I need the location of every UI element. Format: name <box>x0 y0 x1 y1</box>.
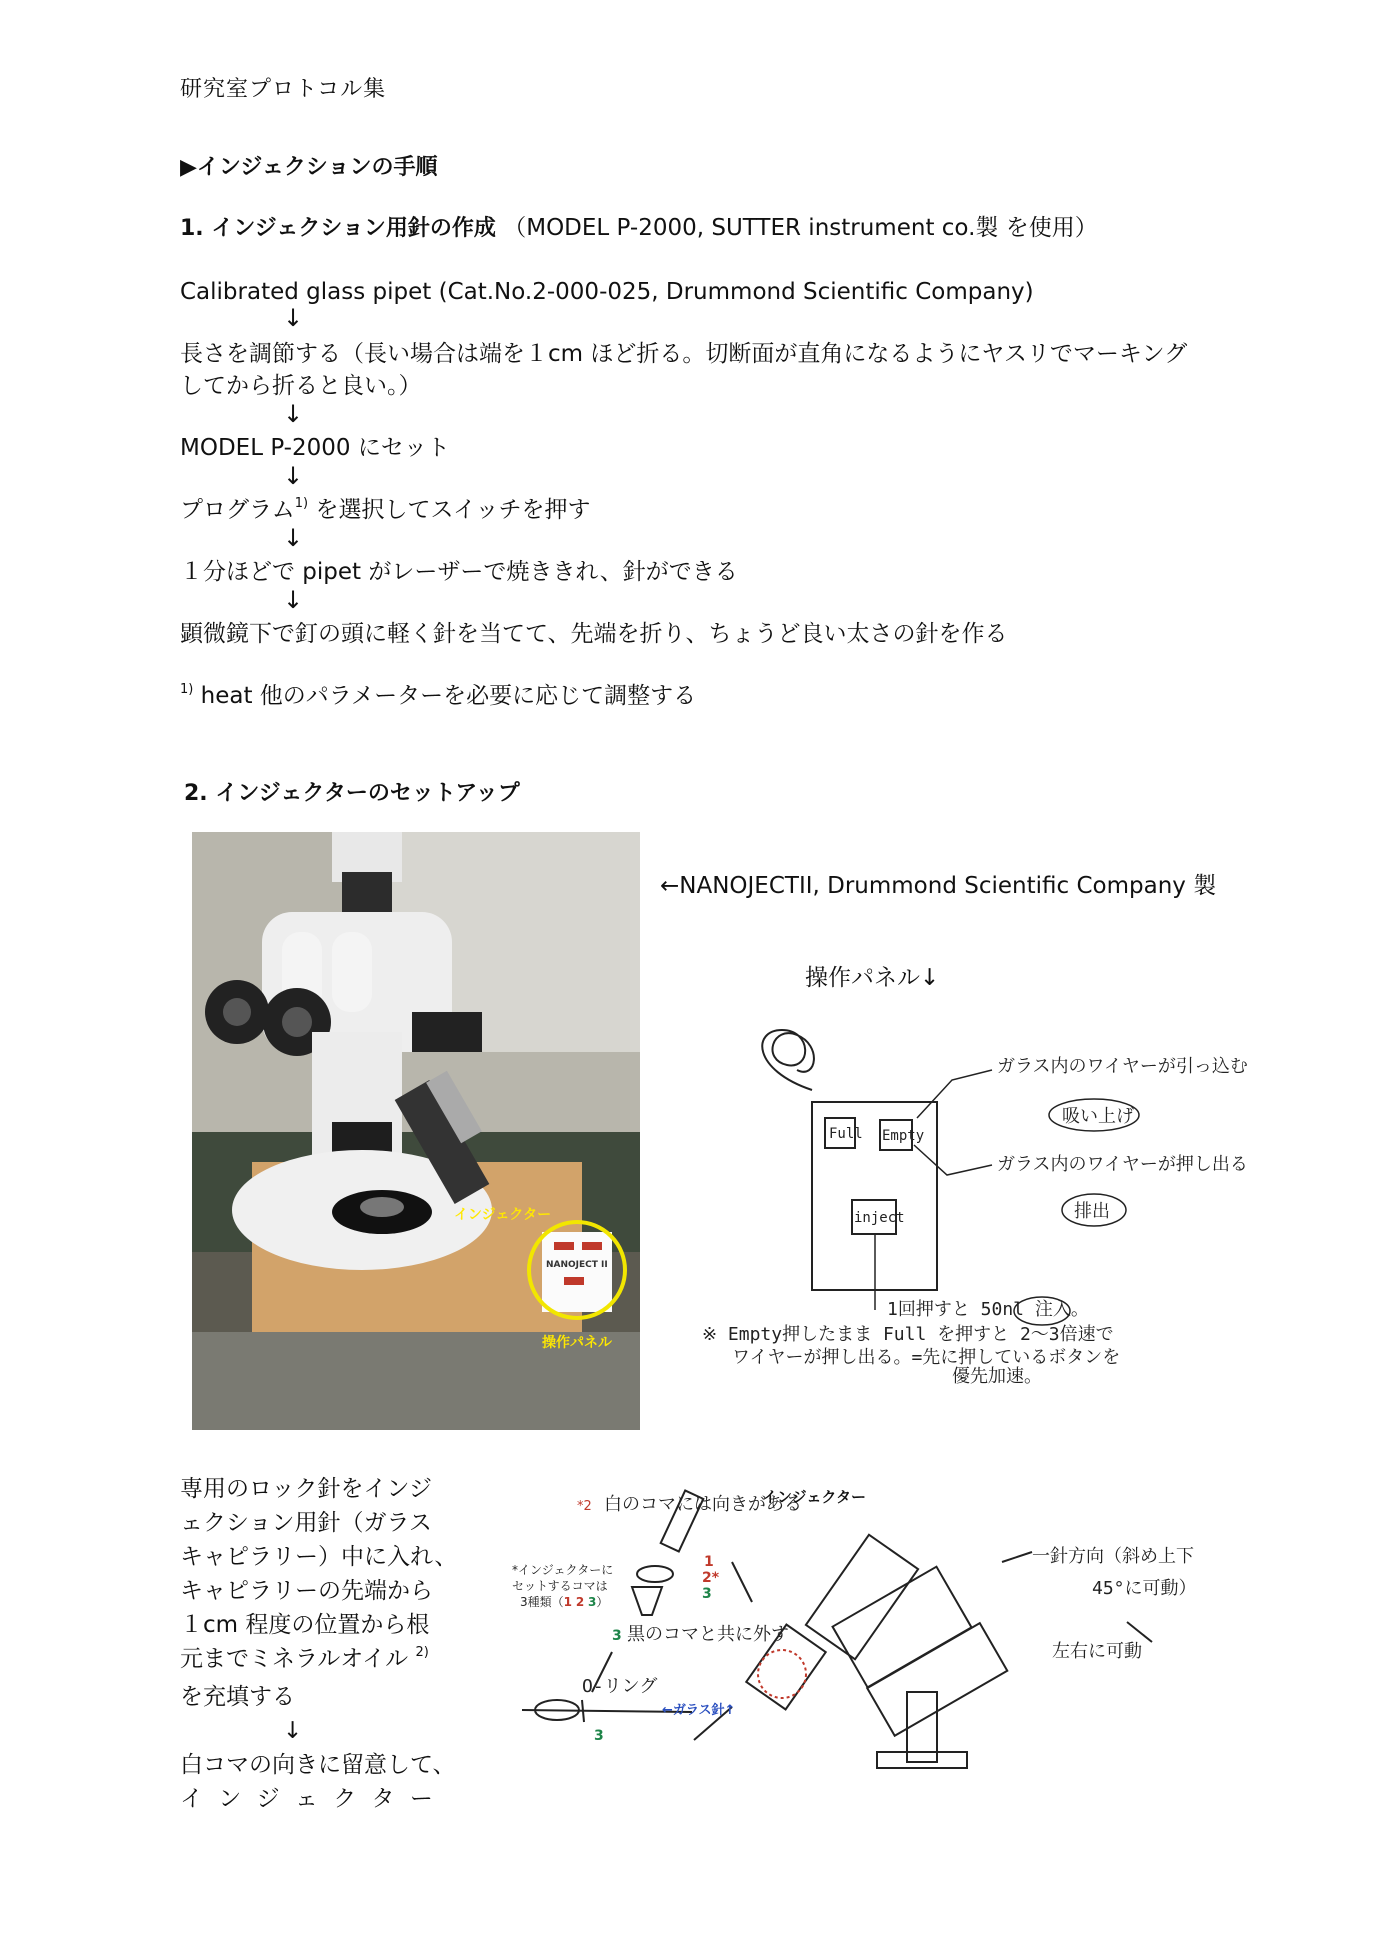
note-retract: ガラス内のワイヤーが引っ込む。 <box>997 1056 1247 1077</box>
note-speed-3: 優先加速。 <box>952 1366 1042 1385</box>
flow-item-program <box>180 494 591 530</box>
footnote <box>180 680 696 716</box>
koma-note-1: *インジェクターに <box>512 1563 614 1577</box>
koma-note-2: セットするコマは <box>512 1579 608 1593</box>
program-text: プログラム <box>180 497 295 523</box>
tag-suck: 吸い上げ <box>1062 1106 1134 1127</box>
step1-heading <box>180 212 1098 245</box>
footnote-ref-2: 2) <box>415 1645 429 1660</box>
instr-line: 専用のロック針をインジ <box>180 1476 432 1502</box>
note-speed-1: ※ Empty押したまま Full を押すと 2〜3倍速で <box>702 1324 1114 1345</box>
flow-item-length: 長さを調節する（長い場合は端を１cm ほど折る。切断面が直角になるようにヤスリでマーキング <box>180 341 1188 367</box>
footnote-mark: 1) <box>180 682 194 697</box>
flow-arrow: ↓ <box>283 586 304 614</box>
oring-label: O-リング <box>582 1676 658 1697</box>
flow-arrow: ↓ <box>283 400 304 428</box>
flow-item-laser: １分ほどで pipet がレーザーで焼ききれ、針ができる <box>180 559 738 585</box>
koma-num-3: 3 <box>588 1595 597 1609</box>
flow-arrow: ↓ <box>283 304 304 332</box>
flow-item-length-cont: してから折ると良い。） <box>180 373 422 399</box>
footnote-text: heat 他のパラメーターを必要に応じて調整する <box>200 683 697 709</box>
glass-needle-label: ←ガラス針↑ <box>662 1703 736 1718</box>
program-text-cont: を選択してスイッチを押す <box>315 497 591 523</box>
instr-line <box>180 1642 470 1680</box>
instr-line: ェクション用針（ガラス <box>180 1510 432 1536</box>
photo-label-injector: インジェクター <box>454 1207 552 1223</box>
panel-diagram-svg <box>702 1010 1247 1385</box>
instr-line: 白コマの向きに留意して、 <box>180 1752 456 1778</box>
koma-note-4: ） <box>596 1595 609 1609</box>
step1-title: 1. インジェクション用針の作成 <box>180 216 496 241</box>
photo-label-device: NANOJECT II <box>546 1260 608 1270</box>
note-inject: 1回押すと 50nl 注入。 <box>887 1299 1089 1320</box>
black-koma-num: 3 <box>612 1628 622 1644</box>
note-push: ガラス内のワイヤーが押し出る。 <box>997 1154 1247 1175</box>
koma-2: 2* <box>702 1570 720 1586</box>
btn-empty-label: Empty <box>882 1128 925 1144</box>
photo-label-panel: 操作パネル <box>542 1335 612 1351</box>
injector-title: インジェクター <box>762 1488 867 1506</box>
step1-note: （MODEL P-2000, SUTTER instrument co.製 を使用） <box>503 215 1098 241</box>
instr-oil: 元までミネラルオイル <box>180 1646 409 1672</box>
injector-diagram <box>512 1482 1257 1782</box>
instr-line: イ ン ジ ェ ク タ ー <box>180 1786 437 1812</box>
needle-direction-1: 一針方向（斜め上下 <box>1032 1546 1194 1567</box>
step2-title: 2. インジェクターのセットアップ <box>184 781 520 806</box>
instr-line: キャピラリー）中に入れ、 <box>180 1544 458 1570</box>
star2-label: *2 <box>577 1499 592 1514</box>
footnote-ref: 1) <box>294 496 309 511</box>
flow-arrow: ↓ <box>283 524 304 552</box>
instr-arrow: ↓ <box>283 1718 303 1744</box>
page-header: 研究室プロトコル集 <box>180 77 387 102</box>
instr-line: １cm 程度の位置から根 <box>180 1612 430 1638</box>
black-koma-note: 黒のコマと共に外す <box>627 1624 789 1645</box>
white-koma-note: 白のコマには向きがある <box>604 1494 802 1515</box>
instr-line: キャピラリーの先端から <box>180 1578 433 1604</box>
panel-diagram <box>702 1010 1247 1385</box>
left-right-label: 左右に可動 <box>1052 1641 1142 1662</box>
koma-num-1: 1 <box>563 1595 572 1609</box>
device-caption: ←NANOJECTII, Drummond Scientific Company 製 <box>660 873 1217 899</box>
flow-item-tip: 顕微鏡下で釘の頭に軽く針を当てて、先端を折り、ちょうど良い太さの針を作る <box>180 621 1008 647</box>
btn-inject-label: inject <box>854 1210 905 1226</box>
flow-item-pipet: Calibrated glass pipet (Cat.No.2-000-025, Drummond Scientific Company) <box>180 279 1034 305</box>
bottom-koma-num: 3 <box>594 1728 604 1744</box>
flow-item-set: MODEL P-2000 にセット <box>180 435 450 461</box>
koma-1: 1 <box>704 1554 714 1570</box>
panel-caption: 操作パネル↓ <box>805 965 940 991</box>
section-title: ▶インジェクションの手順 <box>180 155 438 180</box>
setup-photo <box>192 832 640 1430</box>
needle-direction-2: 45°に可動） <box>1092 1578 1197 1599</box>
injector-diagram-svg <box>512 1482 1257 1782</box>
koma-note-3 <box>520 1594 608 1609</box>
koma-num-2: 2 <box>575 1595 585 1609</box>
note-speed-2: ワイヤーが押し出る。=先に押しているボタンを <box>732 1347 1121 1368</box>
koma-note-3-text: 3種類（ <box>520 1595 564 1609</box>
flow-arrow: ↓ <box>283 462 304 490</box>
btn-full-label: Full <box>829 1126 863 1142</box>
setup-instructions <box>180 1472 470 1816</box>
koma-3: 3 <box>702 1586 712 1602</box>
tag-expel: 排出 <box>1074 1201 1110 1222</box>
instr-line: を充填する <box>180 1684 295 1710</box>
